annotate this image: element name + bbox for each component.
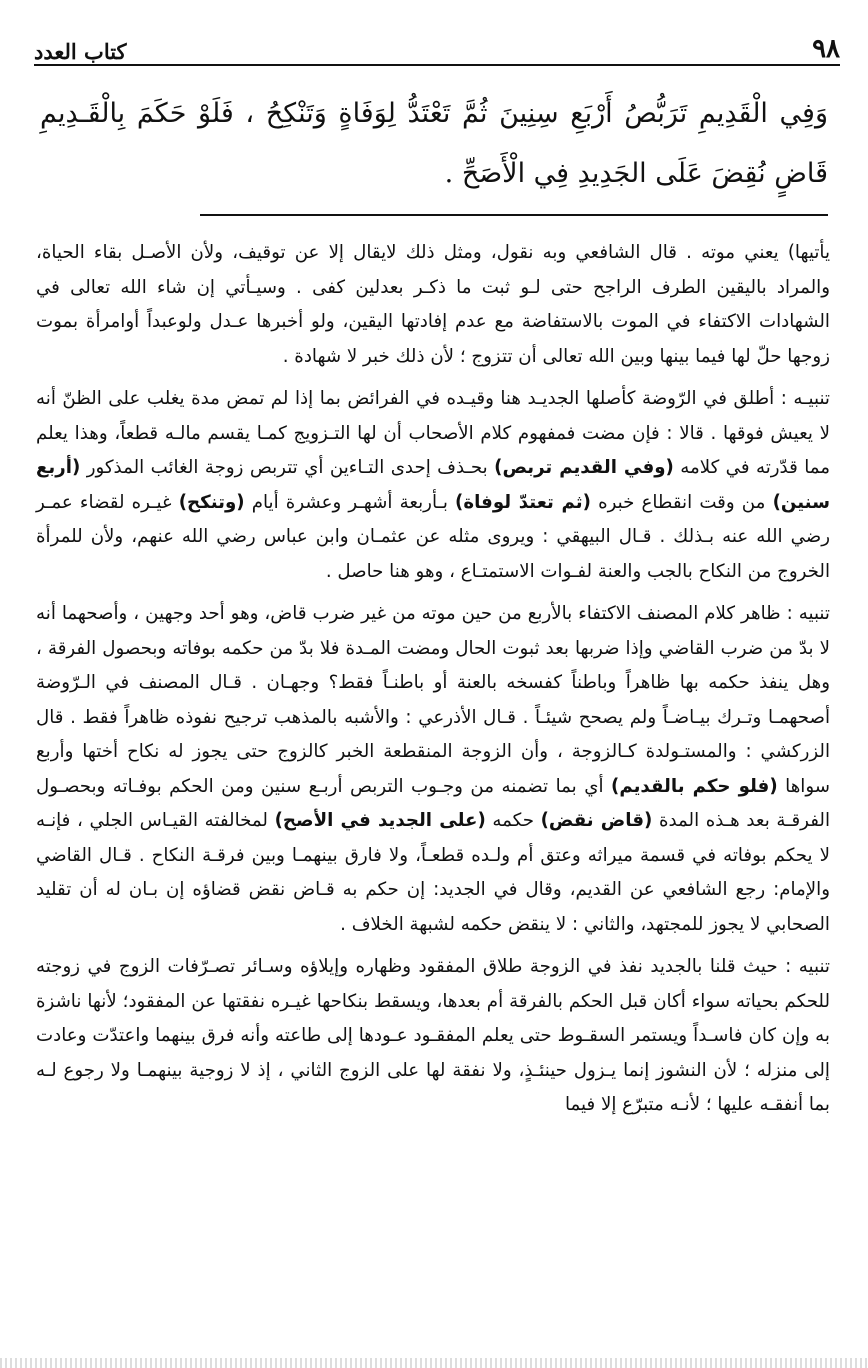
- quoted-main-text: (ثم تعتدّ لوفاة): [455, 491, 591, 513]
- commentary: [36, 236, 830, 1131]
- commentary-text: تنبيـه : أطلق في الرّوضة كأصلها الجديـد هنا وقيـده في الفرائض بما إذا لم تمض مدة يغلب على الظنّ أنه لا يعيش فوقها . قالا : فإن مضت فمفهوم كلام الأصحاب أن لها التـزويج كمـا يقسم مالـه قطعاً، وهذا يعلم مما قدّرته في كلامه: [36, 388, 830, 478]
- quoted-main-text: (فلو حكم بالقديم): [611, 775, 778, 797]
- quoted-main-text: (وتنكح): [178, 491, 245, 513]
- commentary-text: بـأربعة أشهـر وعشرة أيام: [244, 491, 456, 513]
- quoted-main-text: (على الجديد في الأصح): [274, 810, 486, 831]
- commentary-text: أي بما تضمنه من وجـوب التربص أربـع سنين ومن الحكم بوفـاته وبحصـول الفرقـة بعد هـذه المدة: [36, 775, 830, 831]
- commentary-text: تنبيه : حيث قلنا بالجديد نفذ في الزوجة طلاق المفقود وظهاره وإيلاؤه وسـائر تصـرّفات الزوج في زوجته للحكم بحياته سواء أكان قبل الحكم بالفرقة أم بعدها، ويسقط بنكاحها غيـره نفقتها عن المفقود؛ لأنها ناشزة به وإن كان فاسـداً ويستمر السقـوط حتى يعلم المفقـود عـودها إلى طاعته وأنه فرق بينهما واعتدّت وعادت إلى منزله ؛ لأن النشوز إنما يـزول حينئـذٍ، ولا نفقة لها على الزوج الثاني ، إذ لا زوجية بينهمـا ولا رجوع لـه بما أنفقـه عليها ؛ لأنـه متبرّع إلا فيما: [36, 956, 830, 1115]
- commentary-paragraph: [36, 950, 830, 1123]
- running-head: [34, 24, 840, 64]
- quoted-main-text: (أربع سنين): [36, 457, 830, 513]
- book-title: كتاب العدد: [34, 39, 127, 64]
- commentary-text: لمخالفته القيـاس الجلي ، فإنـه لا يحكم بوفاته في قسمة ميراثه وعتق أم ولـده قطعـاً، ولا فارق بينهمـا وبين فرقـة النكاح . قـال القاضي والإمام: رجع الشافعي عن القديم، وقال في الجديد: إن حكم به قـاض نقض قضاؤه إن بـان له أن تقليد الصحابي لا يجوز للمجتهد، والثاني : لا ينقض حكمه لشبهة الخلاف .: [36, 810, 830, 935]
- commentary-paragraph: [36, 236, 830, 374]
- commentary-text: حكمه: [485, 810, 541, 831]
- quoted-main-text: (وفي القديم تربص): [494, 457, 674, 478]
- commentary-text: بحـذف إحدى التـاءين أي تتربص زوجة الغائب المذكور: [80, 457, 495, 478]
- header-divider: [34, 64, 840, 66]
- commentary-text: تنبيه : ظاهر كلام المصنف الاكتفاء بالأربع من حين موته من غير ضرب قاض، وهو أحد وجهين ، وأصحهما أنه لا بدّ من ضرب القاضي وإذا ضربها بعد ثبوت الحال ومضت المـدة فلا بدّ من حكمه بوفاته وبحصول الفرقة ، وهل ينفذ حكمه بها ظاهراً وباطناً كفسخه بالعنة أو باطنـاً فقط؟ وجهـان . قـال المصنف في الـرّوضة أصحهمـا وتـرك بيـاضـاً ولم يصحح شيئـاً . قـال الأذرعي : والأشبه بالمذهب ترجيح نفوذه ظاهراً فقط . قال الزركشي : والمستـولدة كـالزوجة ، وأن الزوجة المنقطعة الخبر كالزوج حتى يجوز له نكاح أختها وأربع سواها: [36, 603, 830, 797]
- page-bottom-border: [0, 1358, 868, 1368]
- main-text-divider: [200, 214, 828, 216]
- commentary-text: غيـره لقضاء عمـر رضي الله عنه بـذلك . قـال البيهقي : ويروى مثله عن عثمـان وابن عباس رضي الله عنهم، ولأن للمرأة الخروج من النكاح بالجب والعنة لفـوات الاستمتـاع ، وهو هنا حاصل .: [36, 491, 830, 582]
- commentary-text: من وقت انقطاع خبره: [590, 491, 773, 513]
- main-text: وَفِي الْقَدِيمِ تَرَبُّصُ أَرْبَعِ سِنِينَ ثُمَّ تَعْتَدُّ لِوَفَاةٍ وَتَنْكِحُ ، فَلَوْ حَكَمَ بِالْقَـدِيمِ قَاضٍ نُقِضَ عَلَى الجَدِيدِ فِي الْأَصَحِّ .: [40, 98, 828, 189]
- page-number: ٩٨: [812, 34, 840, 64]
- commentary-text: يأتيها) يعني موته . قال الشافعي وبه نقول، ومثل ذلك لايقال إلا عن توقيف، ولأن الأصـل بقاء الحياة، والمراد باليقين الطرف الراجح حتى لـو ثبت ما ذكـر بعدلين كفى . وسيـأتي إن شاء الله تعالى في الشهادات الاكتفاء في الموت بالاستفاضة مع عدم إفادتها اليقين، ولو أخبرها عـدل ولوعبداً أوامرأة بموت زوجها حلّ لها فيما بينها وبين الله تعالى أن تتزوج ؛ لأن ذلك خبر لا شهادة .: [36, 242, 830, 367]
- commentary-paragraph: [36, 597, 830, 942]
- commentary-paragraph: [36, 382, 830, 589]
- quoted-main-text: (قاض نقض): [540, 810, 653, 831]
